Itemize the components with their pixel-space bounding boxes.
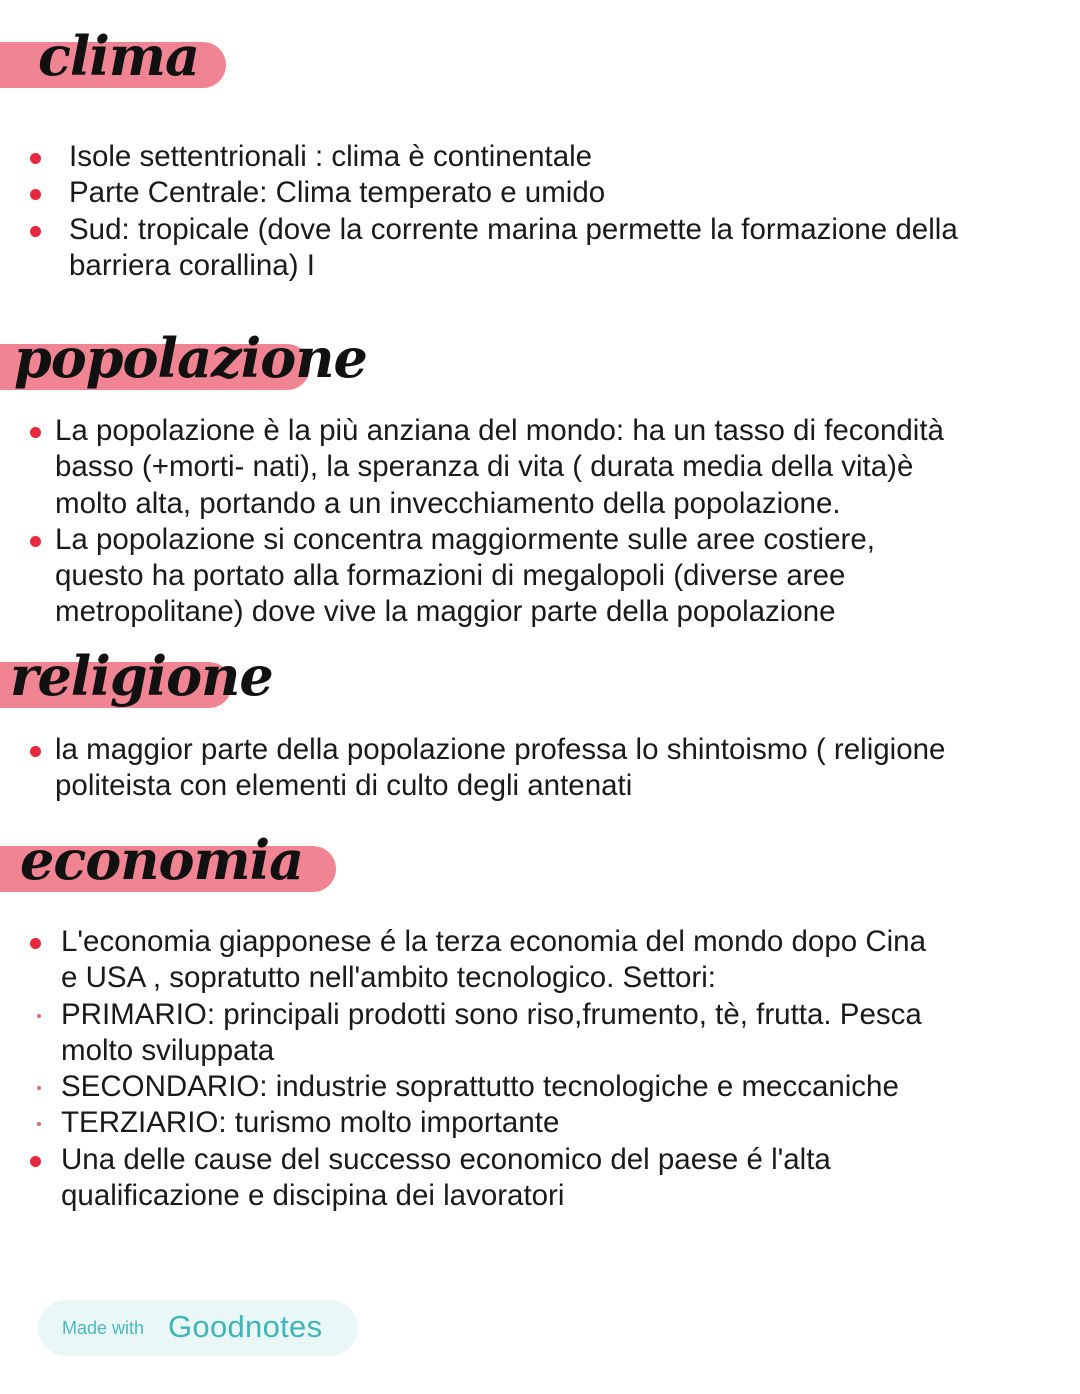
list-item-text: La popolazione si concentra maggiormente sulle aree costiere, <box>55 522 875 556</box>
bullet-icon <box>30 938 41 949</box>
bullet-icon <box>37 1122 41 1126</box>
goodnotes-logo: Goodnotes <box>168 1309 323 1344</box>
list-item-text: basso (+morti- nati), la speranza di vita ( durata media della vita)è <box>55 450 914 484</box>
list-item-text: La popolazione è la più anziana del mondo: ha un tasso di fecondità <box>55 414 944 447</box>
bullet-icon <box>30 536 41 547</box>
section-title-religione: religione <box>10 644 273 708</box>
bullet-icon <box>30 153 41 164</box>
bullet-icon <box>30 189 41 200</box>
list-item-text: PRIMARIO: principali prodotti sono riso,frumento, tè, frutta. Pesca <box>61 997 922 1031</box>
bullet-icon <box>30 427 41 438</box>
list-item-text: barriera corallina) I <box>69 248 315 282</box>
section-title-popolazione: popolazione <box>14 326 367 390</box>
bullet-icon <box>30 1156 41 1167</box>
list-item-text: qualificazione e discipina dei lavoratori <box>61 1179 565 1213</box>
goodnotes-badge[interactable] <box>38 1300 358 1356</box>
list-item-text: Una delle cause del successo economico del paese é l'alta <box>61 1142 831 1176</box>
list-item-text: la maggior parte della popolazione professa lo shintoismo ( religione <box>55 733 946 766</box>
bullet-icon <box>37 1086 41 1090</box>
section-title-economia: economia <box>20 828 304 892</box>
bullet-icon <box>30 226 41 237</box>
list-item-text: molto sviluppata <box>61 1033 275 1067</box>
list-item-text: L'economia giapponese é la terza economia del mondo dopo Cina <box>61 925 926 958</box>
list-item-text: Sud: tropicale (dove la corrente marina permette la formazione della <box>69 212 958 246</box>
bullet-icon <box>30 746 41 757</box>
list-item-text: TERZIARIO: turismo molto importante <box>61 1106 560 1140</box>
list-item-text: politeista con elementi di culto degli antenati <box>55 769 633 803</box>
list-item-text: e USA , sopratutto nell'ambito tecnologico. Settori: <box>61 961 716 995</box>
list-item-text: questo ha portato alla formazioni di megalopoli (diverse aree <box>55 559 846 593</box>
section-title-clima: clima <box>38 24 200 88</box>
list-item-text: Parte Centrale: Clima temperato e umido <box>69 176 606 210</box>
made-with-label: Made with <box>62 1318 145 1338</box>
bullet-icon <box>37 1014 41 1018</box>
list-item-text: metropolitane) dove vive la maggior parte della popolazione <box>55 595 836 629</box>
list-item-text: Isole settentrionali : clima è continentale <box>69 140 593 173</box>
list-item-text: molto alta, portando a un invecchiamento della popolazione. <box>55 486 841 520</box>
list-item-text: SECONDARIO: industrie soprattutto tecnologiche e meccaniche <box>61 1070 899 1104</box>
